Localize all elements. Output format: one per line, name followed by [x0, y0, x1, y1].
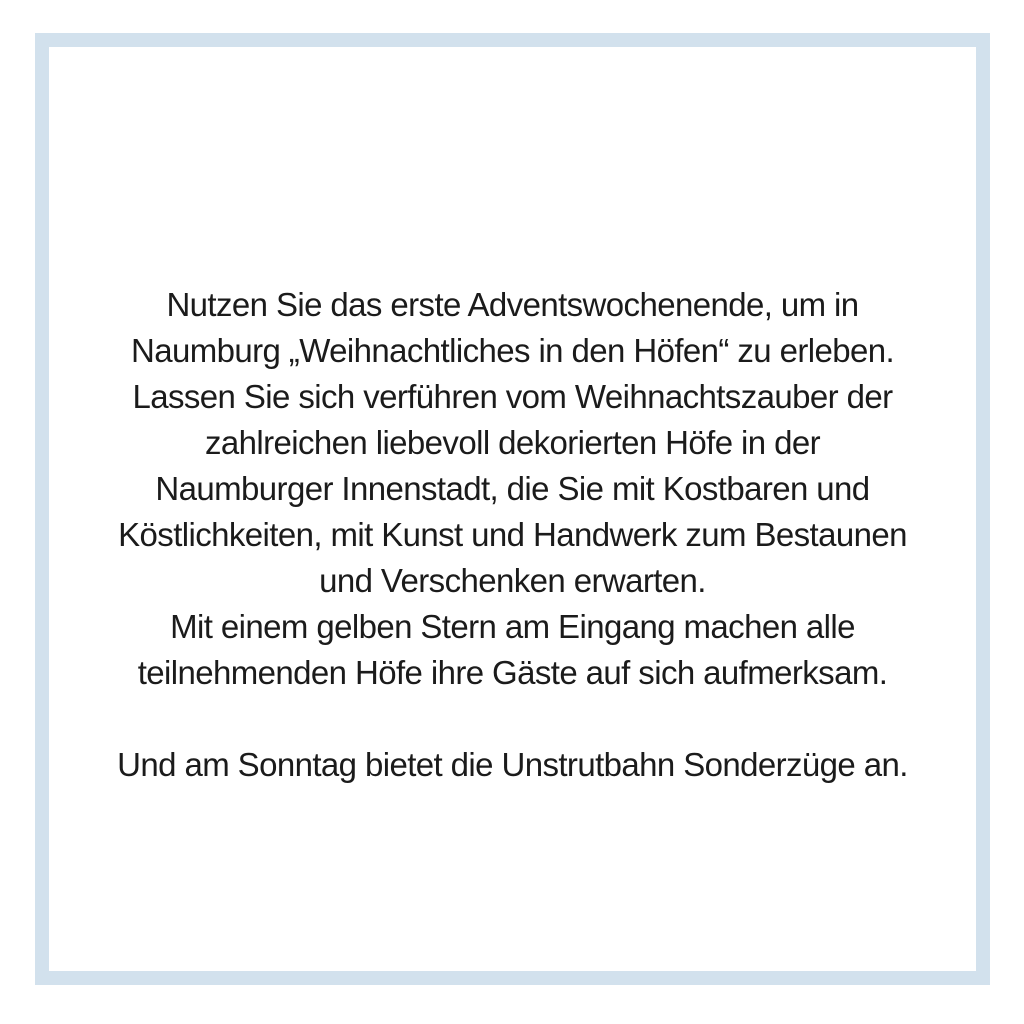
text-line: Mit einem gelben Stern am Eingang machen alle: [170, 608, 855, 645]
text-line: Naumburg „Weihnachtliches in den Höfen“ zu erleben.: [130, 332, 895, 369]
text-line: zahlreichen liebevoll dekorierten Höfe in der: [204, 424, 821, 461]
body-text: [49, 282, 976, 788]
text-line: teilnehmenden Höfe ihre Gäste auf sich aufmerksam.: [137, 654, 888, 691]
text-line: Nutzen Sie das erste Adventswochenende, um in: [166, 286, 859, 323]
text-line: Und am Sonntag bietet die Unstrutbahn Sonderzüge an.: [117, 746, 908, 783]
text-line: Köstlichkeiten, mit Kunst und Handwerk zum Bestaunen: [118, 516, 907, 553]
text-line: Lassen Sie sich verführen vom Weihnachtszauber der: [132, 378, 893, 415]
text-line-blank: [49, 696, 976, 742]
text-line: und Verschenken erwarten.: [319, 562, 706, 599]
text-line: Naumburger Innenstadt, die Sie mit Kostbaren und: [155, 470, 870, 507]
